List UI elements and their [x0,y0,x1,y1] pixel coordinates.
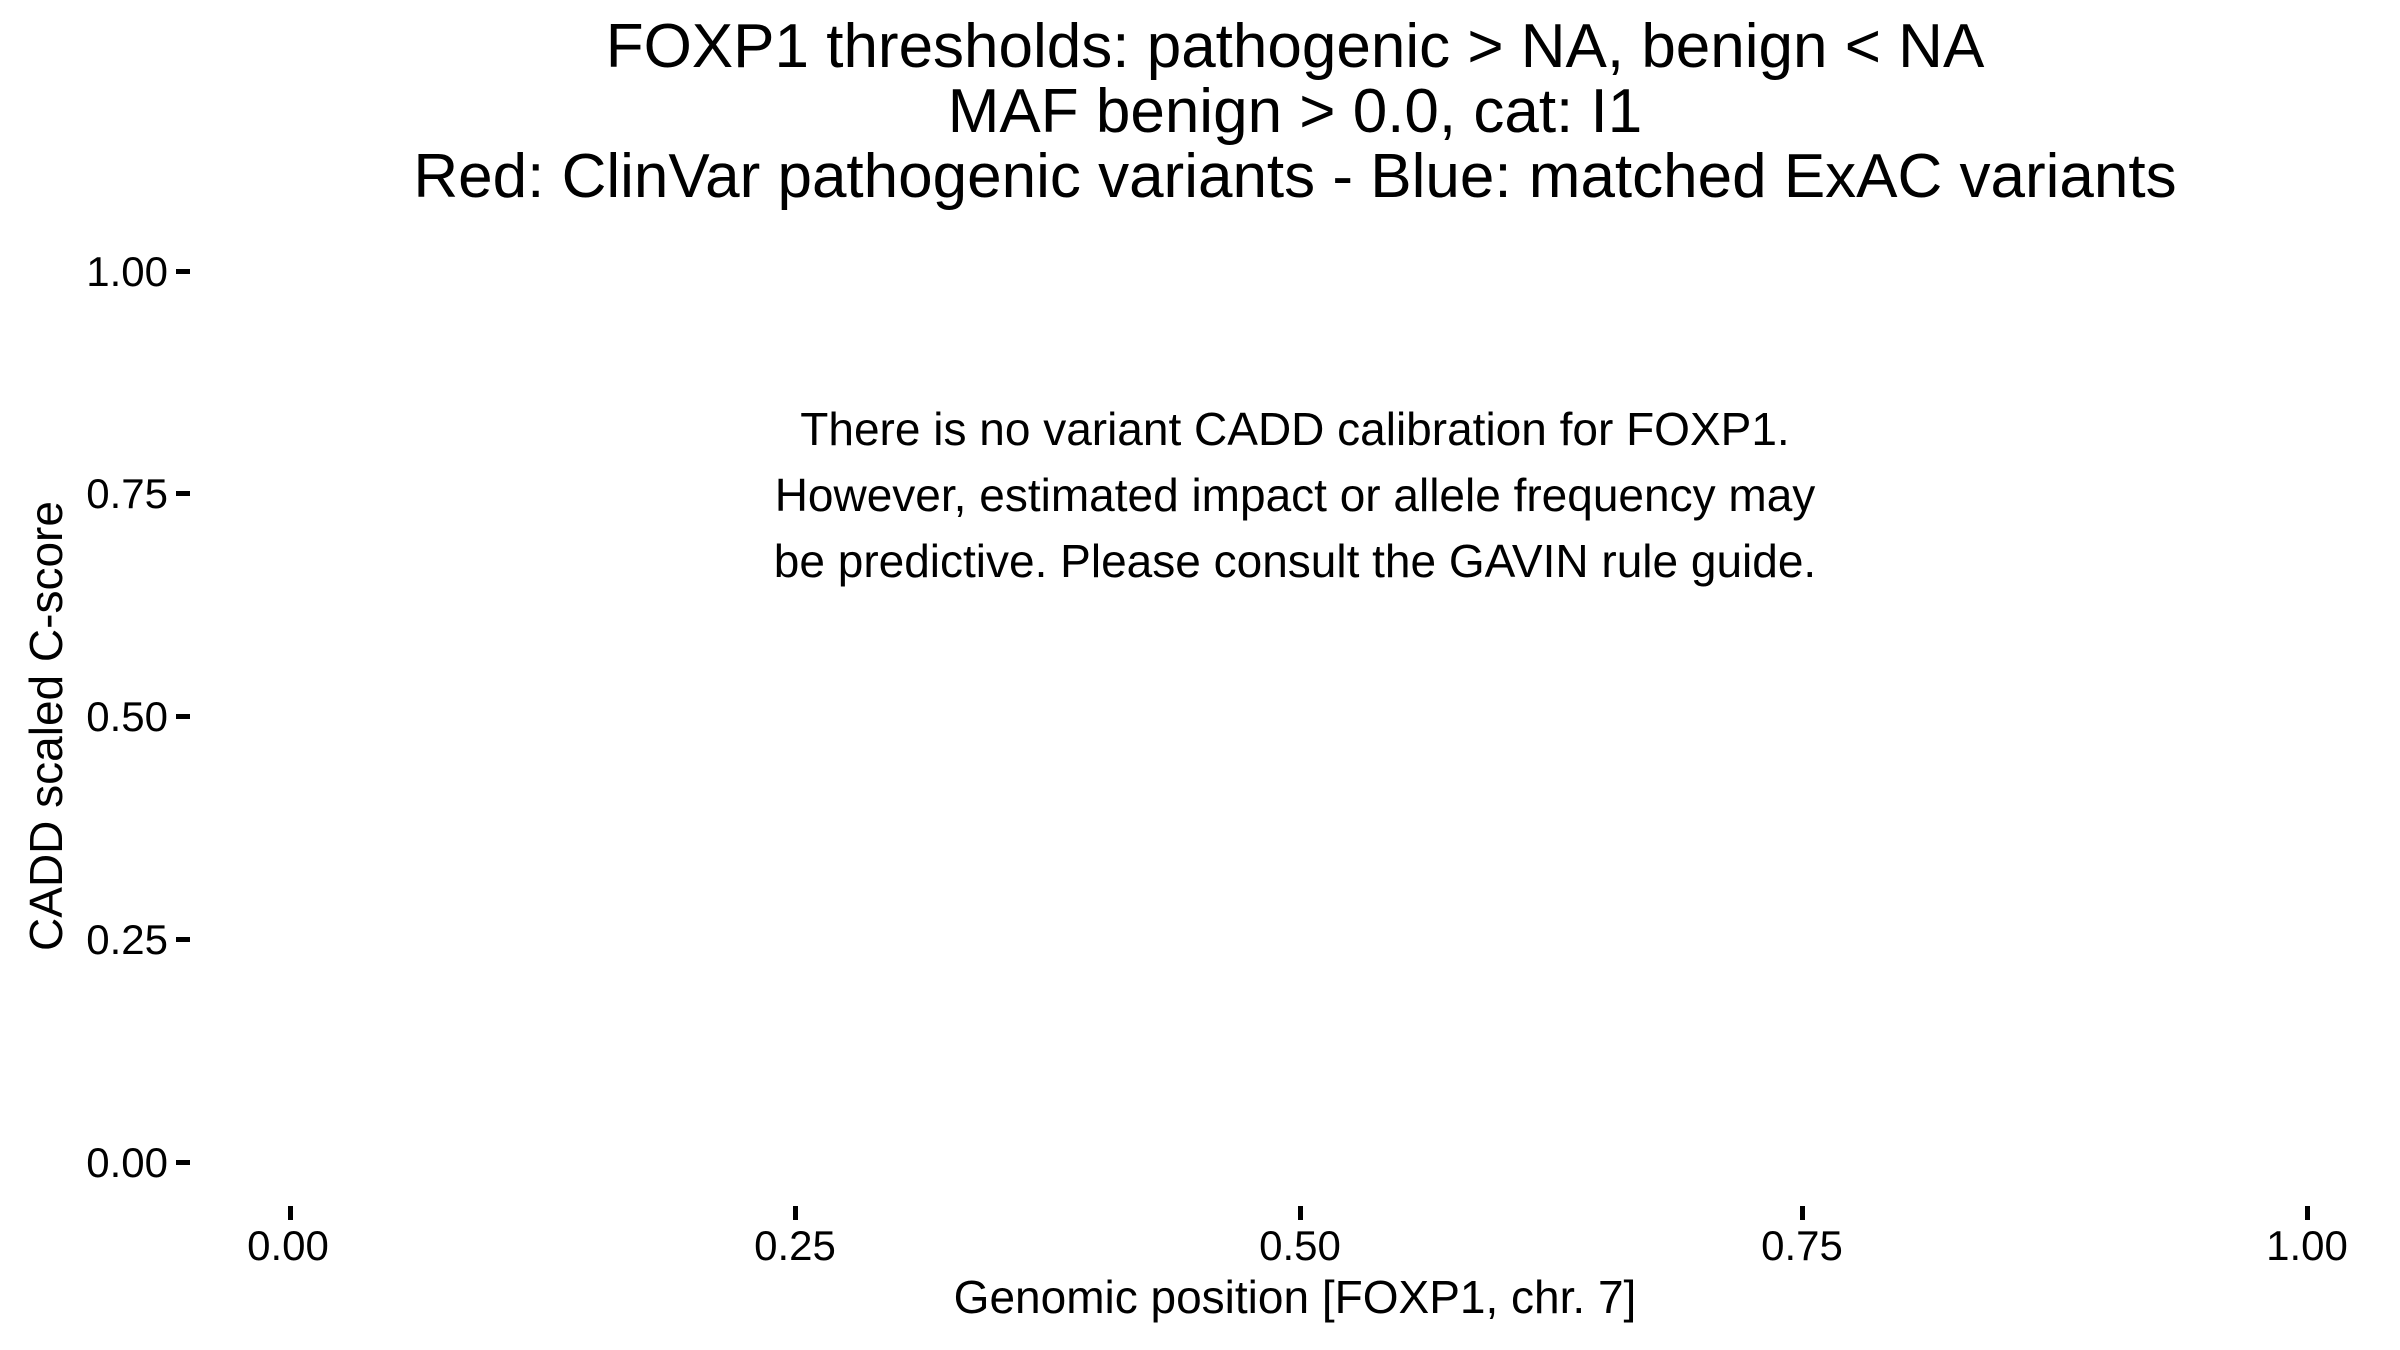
annotation-line-3: be predictive. Please consult the GAVIN rule guide. [773,535,1817,587]
x-tick-mark-0.75 [1800,1206,1805,1220]
x-tick-mark-0.00 [288,1206,293,1220]
plot-title-line-3: Red: ClinVar pathogenic variants - Blue: matched ExAC variants [413,142,2177,211]
x-tick-mark-0.50 [1298,1206,1303,1220]
x-tick-mark-1.00 [2305,1206,2310,1220]
x-tick-label-0.75: 0.75 [1761,1222,1843,1269]
y-tick-mark-0.25 [176,937,190,942]
x-tick-label-0.50: 0.50 [1259,1222,1341,1269]
plot-title-line-2: MAF benign > 0.0, cat: I1 [947,77,1643,146]
y-tick-label-0.75: 0.75 [86,470,168,517]
x-tick-label-0.25: 0.25 [754,1222,836,1269]
x-axis-title: Genomic position [FOXP1, chr. 7] [953,1271,1637,1323]
plot-title-line-1: FOXP1 thresholds: pathogenic > NA, benign < NA [605,12,1985,81]
y-tick-mark-0.50 [176,714,190,719]
y-tick-label-1.00: 1.00 [86,248,168,295]
y-tick-label-0.00: 0.00 [86,1139,168,1186]
y-axis-title: CADD scaled C-score [20,501,72,951]
no-calibration-annotation [190,396,2400,594]
y-tick-mark-1.00 [176,269,190,274]
annotation-line-2: However, estimated impact or allele frequency may [774,469,1816,521]
y-tick-label-0.25: 0.25 [86,916,168,963]
annotation-line-1: There is no variant CADD calibration for FOXP1. [800,403,1790,455]
x-tick-label-0.00: 0.00 [247,1222,329,1269]
y-tick-label-0.50: 0.50 [86,693,168,740]
x-tick-mark-0.25 [793,1206,798,1220]
y-tick-mark-0.00 [176,1160,190,1165]
plot-title [190,14,2400,209]
x-tick-label-1.00: 1.00 [2266,1222,2348,1269]
y-tick-mark-0.75 [176,491,190,496]
